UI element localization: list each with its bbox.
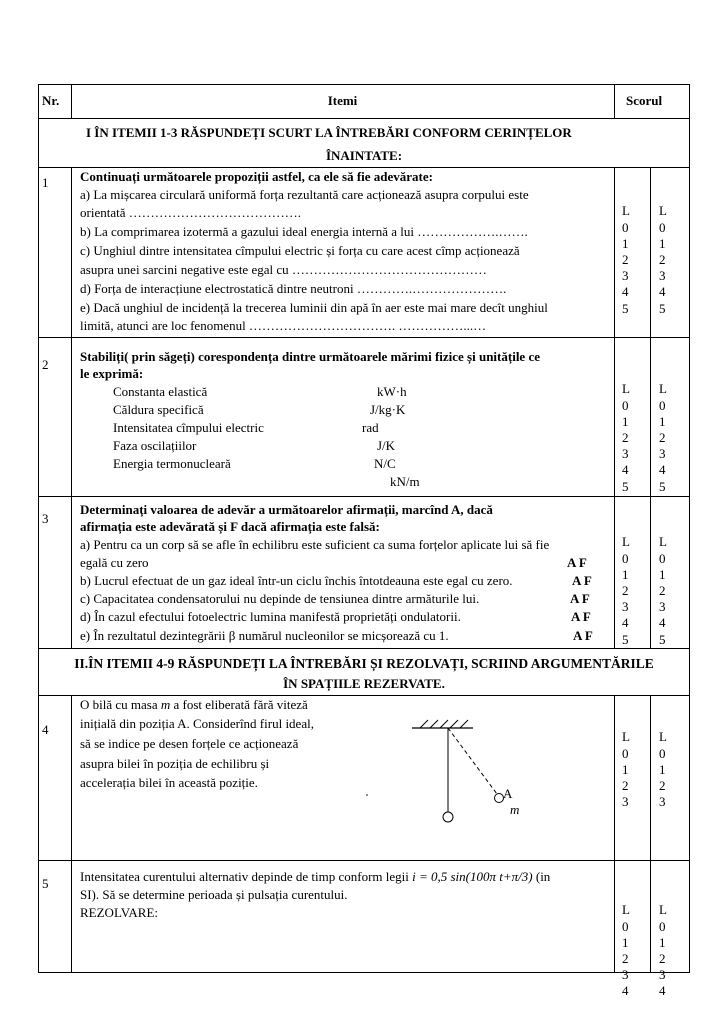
item2-unit: J/K xyxy=(377,438,396,453)
header-scorul: Scorul xyxy=(626,93,663,108)
item1-line-e2: limită, atunci are loc fenomenul ……………………………. ……………...… xyxy=(80,318,487,333)
item5-scores-col1: L 0 1 2 3 4 xyxy=(622,902,630,999)
item4-number: 4 xyxy=(42,722,49,737)
item2-quantity: Intensitatea cîmpului electric xyxy=(113,420,264,435)
item1-scores-col1: L 0 1 2 3 4 5 xyxy=(622,203,630,316)
item1-line-e1: e) Dacă unghiul de incidență la trecerea luminii din apă în aer este mai mare decît unghiul xyxy=(80,300,548,315)
item4-scores-col2: L 0 1 2 3 xyxy=(659,729,667,810)
item1-line-b: b) La comprimarea izotermă a gazului ideal energia internă a lui ……………….……. xyxy=(80,224,528,239)
item3-title-line1: Determinați valoarea de adevăr a următoarelor afirmații, marcînd A, dacă xyxy=(80,502,493,517)
pendulum-diagram xyxy=(360,700,560,830)
item2-unit: rad xyxy=(362,420,379,435)
item2-quantity: Faza oscilațiilor xyxy=(113,438,197,453)
item3-af-d: A F xyxy=(571,609,591,624)
ceiling-hatch xyxy=(420,720,468,728)
item2-quantity: Constanta elastică xyxy=(113,384,208,399)
item1-line-a2: orientată …………………………………. xyxy=(80,205,301,220)
item3-line-c: c) Capacitatea condensatorului nu depinde de tensiunea dintre armăturile lui. xyxy=(80,591,480,606)
item2-unit: kN/m xyxy=(390,474,420,489)
item1-title: Continuați următoarele propoziții astfel, ca ele să fie adevărate: xyxy=(80,169,433,184)
item3-line-b: b) Lucrul efectuat de un gaz ideal într-un ciclu închis întotdeauna este egal cu zero. xyxy=(80,573,513,588)
item3-line-a2: egală cu zero xyxy=(80,555,149,570)
item2-unit: N/C xyxy=(374,456,396,471)
section2-heading-line1: II.ÎN ITEMII 4-9 RĂSPUNDEȚI LA ÎNTREBĂRI ȘI REZOLVAȚI, SCRIIND ARGUMENTĂRILE xyxy=(74,656,654,671)
item1-line-c2: asupra unei sarcini negative este egal cu ……………………………………… xyxy=(80,262,487,277)
item5-line2: SI). Să se determine perioada și pulsația curentului. xyxy=(80,887,348,902)
item3-line-a1: a) Pentru ca un corp să se afle în echilibru este suficient ca suma forțelor aplicate lui să fie xyxy=(80,537,550,552)
item4-line5: accelerația bilei în această poziție. xyxy=(80,775,258,790)
item2-scores-col1: L 0 1 2 3 4 5 xyxy=(622,381,630,494)
item3-scores-col1: L 0 1 2 3 4 5 xyxy=(622,534,630,647)
label-a: A xyxy=(503,786,513,801)
item3-af-a: A F xyxy=(567,555,587,570)
thread-initial xyxy=(448,728,497,794)
item2-title-line2: le exprimă: xyxy=(80,366,144,381)
item4-line1: O bilă cu masa m a fost eliberată fără viteză xyxy=(80,697,308,712)
item4-scores-col1: L 0 1 2 3 xyxy=(622,729,630,810)
label-m: m xyxy=(510,802,520,817)
item3-af-b: A F xyxy=(572,573,592,588)
item1-line-c1: c) Unghiul dintre intensitatea cîmpului electric și forța cu care acest cîmp acționează xyxy=(80,243,520,258)
item5-number: 5 xyxy=(42,876,49,891)
header-nr: Nr. xyxy=(42,93,60,108)
item1-line-a1: a) La mișcarea circulară uniformă forța rezultantă care acționează asupra corpului este xyxy=(80,187,529,202)
item3-scores-col2: L 0 1 2 3 4 5 xyxy=(659,534,667,647)
item4-line4: asupra bilei în poziția de echilibru și xyxy=(80,756,270,771)
item2-number: 2 xyxy=(42,357,49,372)
item4-line2: inițială din poziția A. Considerînd firul ideal, xyxy=(80,716,314,731)
item3-af-c: A F xyxy=(570,591,590,606)
item3-title-line2: afirmația este adevărată și F dacă afirmația este falsă: xyxy=(80,519,380,534)
item5-rezolvare: REZOLVARE: xyxy=(80,905,159,920)
item2-unit: kW·h xyxy=(377,384,407,399)
section1-heading-line1: I ÎN ITEMII 1-3 RĂSPUNDEȚI SCURT LA ÎNTREBĂRI CONFORM CERINȚELOR xyxy=(86,125,572,140)
item5-scores-col2: L 0 1 2 3 4 xyxy=(659,902,667,999)
item4-line3: să se indice pe desen forțele ce acționează xyxy=(80,736,299,751)
item2-quantity: Căldura specifică xyxy=(113,402,204,417)
item3-line-e: e) În rezultatul dezintegrării β numărul nucleonilor se micșorează cu 1. xyxy=(80,628,449,643)
header-itemi: Itemi xyxy=(327,93,358,108)
item1-scores-col2: L 0 1 2 3 4 5 xyxy=(659,203,667,316)
item1-number: 1 xyxy=(42,175,49,190)
item3-number: 3 xyxy=(42,511,49,526)
item2-unit: J/kg·K xyxy=(370,402,406,417)
item5-line1: Intensitatea curentului alternativ depinde de timp conform legii i = 0,5 sin(100π t+π/3) (in xyxy=(80,869,551,884)
item1-line-d: d) Forța de interacțiune electrostatică dintre neutroni ………….…………………. xyxy=(80,281,507,296)
ball-equilibrium xyxy=(443,812,453,822)
section1-heading-line2: ÎNAINTATE: xyxy=(325,148,403,163)
item2-title-line1: Stabiliți( prin săgeți) corespondența dintre următoarele mărimi fizice și unitățile ce xyxy=(80,349,540,364)
item3-line-d: d) În cazul efectului fotoelectric lumina manifestă proprietăți ondulatorii. xyxy=(80,609,461,624)
item3-af-e: A F xyxy=(573,628,593,643)
item2-scores-col2: L 0 1 2 3 4 5 xyxy=(659,381,667,494)
section2-heading-line2: ÎN SPAȚIILE REZERVATE. xyxy=(283,676,445,691)
item2-quantity: Energia termonucleară xyxy=(113,456,231,471)
